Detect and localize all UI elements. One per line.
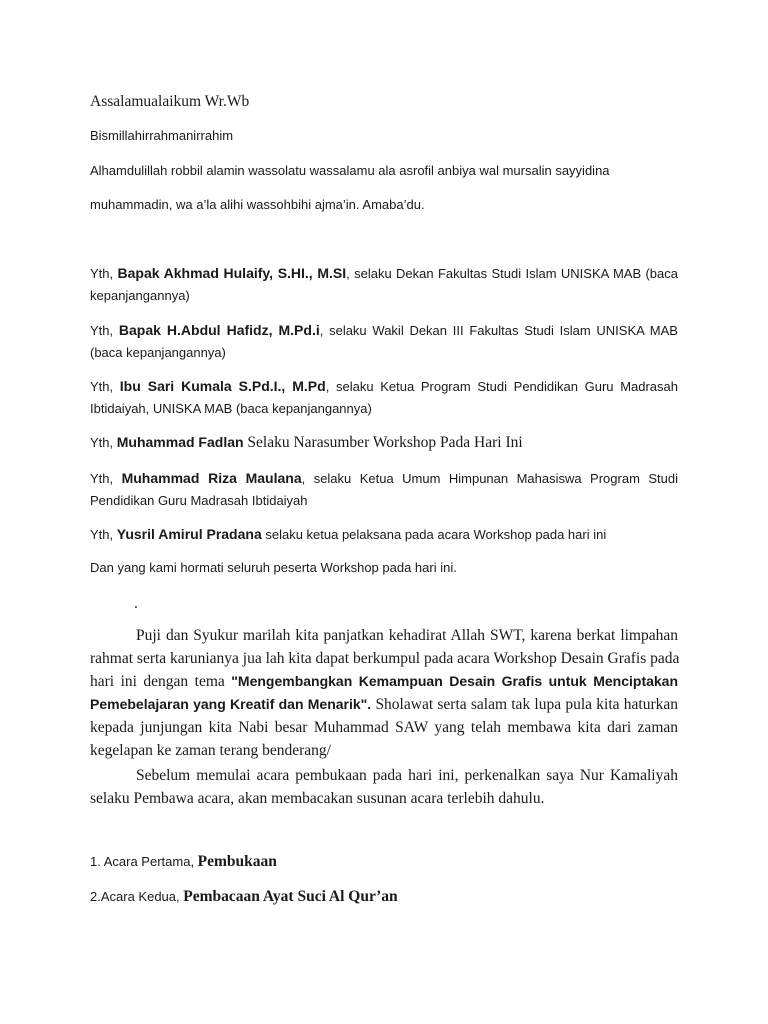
salutation-1-line-1 bbox=[90, 262, 678, 285]
opening-line-1: Alhamdulillah robbil alamin wassolatu wassalamu ala asrofil anbiya wal mursalin sayyidina bbox=[90, 163, 610, 178]
agenda-title: Pembacaan Ayat Suci Al Qur’an bbox=[183, 888, 398, 905]
paragraph-text: Puji dan Syukur marilah kita panjatkan kehadirat Allah SWT, karena berkat limpahan bbox=[136, 627, 678, 644]
paragraph-text: selaku Pembawa acara, akan membacakan susunan acara terlebih dahulu. bbox=[90, 790, 545, 807]
salutation-2-line-1 bbox=[90, 319, 678, 342]
paragraph-line bbox=[90, 787, 678, 810]
salutation-1-line-2: kepanjangannya) bbox=[90, 288, 190, 303]
agenda-item-2 bbox=[90, 886, 678, 908]
salutation-prefix: Yth, bbox=[90, 266, 118, 281]
salutation-4 bbox=[90, 431, 678, 454]
salutation-prefix: Yth, bbox=[90, 379, 120, 394]
paragraph-text: Sholawat serta salam tak lupa pula kita haturkan bbox=[371, 696, 678, 713]
agenda-label: 2.Acara Kedua, bbox=[90, 889, 184, 904]
salutation-role: , selaku Ketua Umum Himpunan Mahasiswa Program Studi bbox=[301, 471, 678, 486]
salutation-role: , selaku Ketua Program Studi Pendidikan Guru Madrasah bbox=[325, 379, 679, 394]
salutation-prefix: Yth, bbox=[90, 435, 117, 450]
salutation-role: selaku ketua pelaksana pada acara Workshop pada hari ini bbox=[261, 527, 607, 542]
paragraph-line bbox=[90, 647, 678, 670]
paragraph-line bbox=[90, 693, 678, 716]
paragraph-line bbox=[90, 624, 678, 647]
salutation-3-line-1 bbox=[90, 375, 678, 398]
salutation-name: Muhammad Riza Maulana bbox=[121, 470, 302, 486]
salutation-5-line-1 bbox=[90, 467, 678, 490]
salutation-1 bbox=[90, 262, 678, 307]
salutation-5-line-2: Pendidikan Guru Madrasah Ibtidaiyah bbox=[90, 493, 308, 508]
salutation-6 bbox=[90, 523, 678, 546]
workshop-theme-text: "Mengembangkan Kemampuan Desain Grafis untuk Menciptakan bbox=[231, 673, 679, 689]
workshop-theme-text: Pemebelajaran yang Kreatif dan Menarik". bbox=[90, 696, 372, 712]
salutation-2 bbox=[90, 319, 678, 364]
opening-line-2: muhammadin, wa a’la alihi wassohbihi ajma’in. Amaba’du. bbox=[90, 197, 425, 212]
salutation-name: Yusril Amirul Pradana bbox=[116, 526, 262, 542]
salutation-prefix: Yth, bbox=[90, 527, 117, 542]
paragraph-text: Sebelum memulai acara pembukaan pada hari ini, perkenalkan saya Nur Kamaliyah bbox=[136, 767, 678, 784]
paragraph-opening-speech bbox=[90, 624, 678, 762]
salutation-prefix: Yth, bbox=[90, 471, 122, 486]
paragraph-line bbox=[90, 739, 678, 762]
salutation-5 bbox=[90, 467, 678, 512]
respect-line: Dan yang kami hormati seluruh peserta Workshop pada hari ini. bbox=[90, 560, 457, 575]
agenda-item-1 bbox=[90, 851, 678, 873]
salutation-2-line-2: (baca kepanjangannya) bbox=[90, 345, 226, 360]
paragraph-line bbox=[90, 764, 678, 787]
paragraph-line bbox=[90, 716, 678, 739]
paragraph-line bbox=[90, 670, 678, 693]
salutation-4-line-1 bbox=[90, 431, 678, 454]
paragraph-text: rahmat serta karunianya jua lah kita dapat berkumpul pada acara Workshop Desain Grafis pada bbox=[90, 650, 680, 667]
salutation-role: Selaku Narasumber Workshop Pada Hari Ini bbox=[243, 434, 523, 451]
agenda-title: Pembukaan bbox=[197, 853, 277, 870]
paragraph-text: hari ini dengan tema bbox=[90, 673, 232, 690]
basmalah-line: Bismillahirrahmanirrahim bbox=[90, 128, 234, 143]
paragraph-text: kegelapan ke zaman terang benderang/ bbox=[90, 742, 331, 759]
salutation-prefix: Yth, bbox=[90, 323, 119, 338]
paragraph-introduction bbox=[90, 764, 678, 810]
agenda-label: 1. Acara Pertama, bbox=[90, 854, 198, 869]
stray-dot: . bbox=[134, 595, 138, 612]
greeting-line: Assalamualaikum Wr.Wb bbox=[90, 93, 250, 110]
salutation-name: Ibu Sari Kumala S.Pd.I., M.Pd bbox=[119, 378, 326, 394]
salutation-6-line-1 bbox=[90, 523, 678, 546]
paragraph-text: kepada junjungan kita Nabi besar Muhammad SAW yang telah membawa kita dari zaman bbox=[90, 719, 678, 736]
salutation-name: Bapak Akhmad Hulaify, S.HI., M.SI bbox=[117, 265, 347, 281]
salutation-role: , selaku Dekan Fakultas Studi Islam UNISKA MAB (baca bbox=[346, 266, 679, 281]
salutation-role: , selaku Wakil Dekan III Fakultas Studi Islam UNISKA MAB bbox=[319, 323, 678, 338]
salutation-name: Muhammad Fadlan bbox=[116, 434, 244, 450]
salutation-3-line-2: Ibtidaiyah, UNISKA MAB (baca kepanjangannya) bbox=[90, 401, 372, 416]
salutation-3 bbox=[90, 375, 678, 420]
salutation-name: Bapak H.Abdul Hafidz, M.Pd.i bbox=[118, 322, 320, 338]
